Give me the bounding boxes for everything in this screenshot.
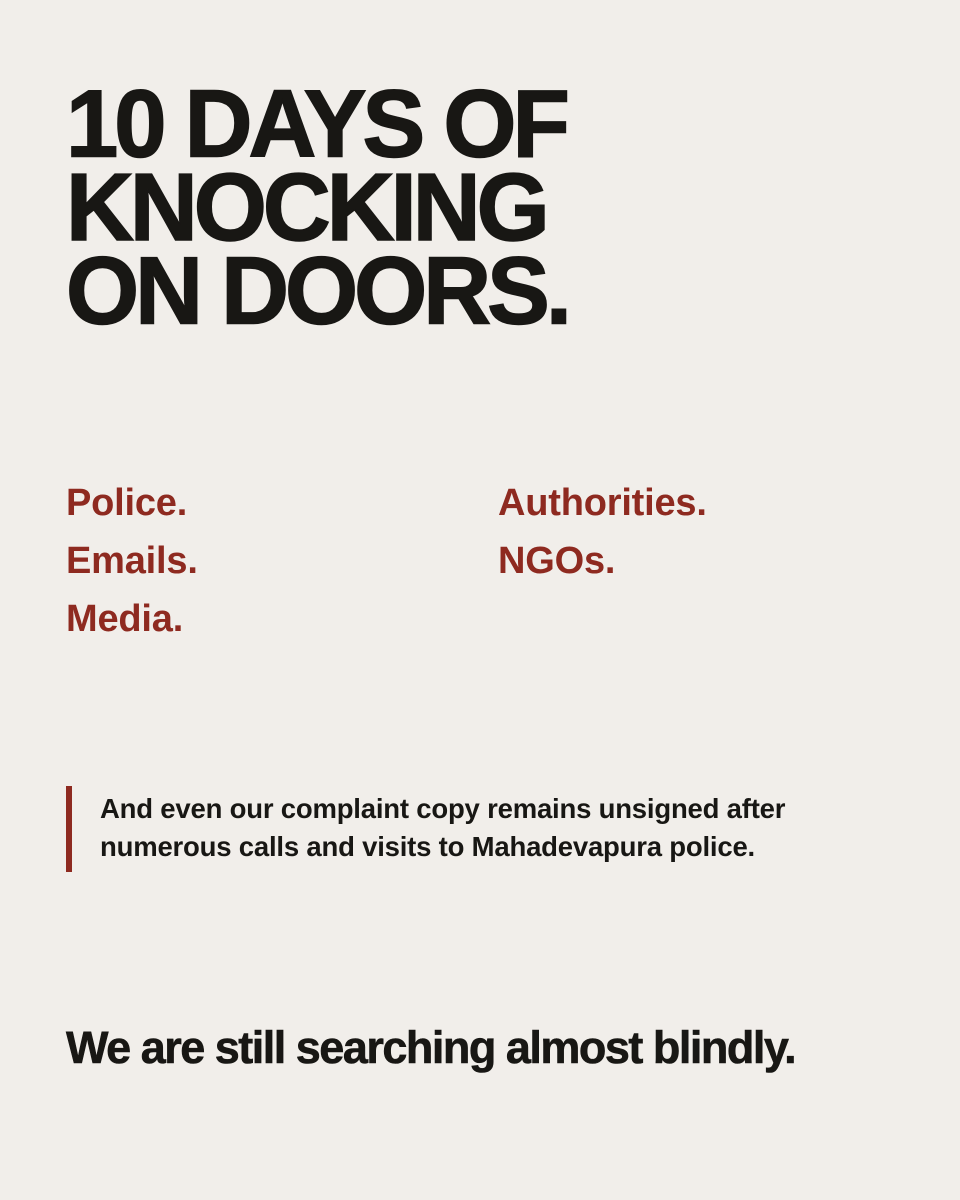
headline [66,69,568,345]
headline-line-2: KNOCKING [66,153,546,261]
contact-item-police: Police. [66,482,188,524]
contacts-list-right [498,474,707,590]
quote-block [66,786,886,872]
quote-text: And even our complaint copy remains unsigned after numerous calls and visits to Mahadevapura police. [100,793,786,862]
headline-line-1: 10 DAYS OF [66,69,566,177]
closing-statement: We are still searching almost blindly. [66,1022,796,1073]
headline-line-3: ON DOORS. [66,237,568,345]
contacts-list-left [66,474,198,648]
contact-item-emails: Emails. [66,540,198,582]
contact-item-media: Media. [66,598,184,640]
contact-item-ngos: NGOs. [498,540,616,582]
contact-item-authorities: Authorities. [498,482,707,524]
